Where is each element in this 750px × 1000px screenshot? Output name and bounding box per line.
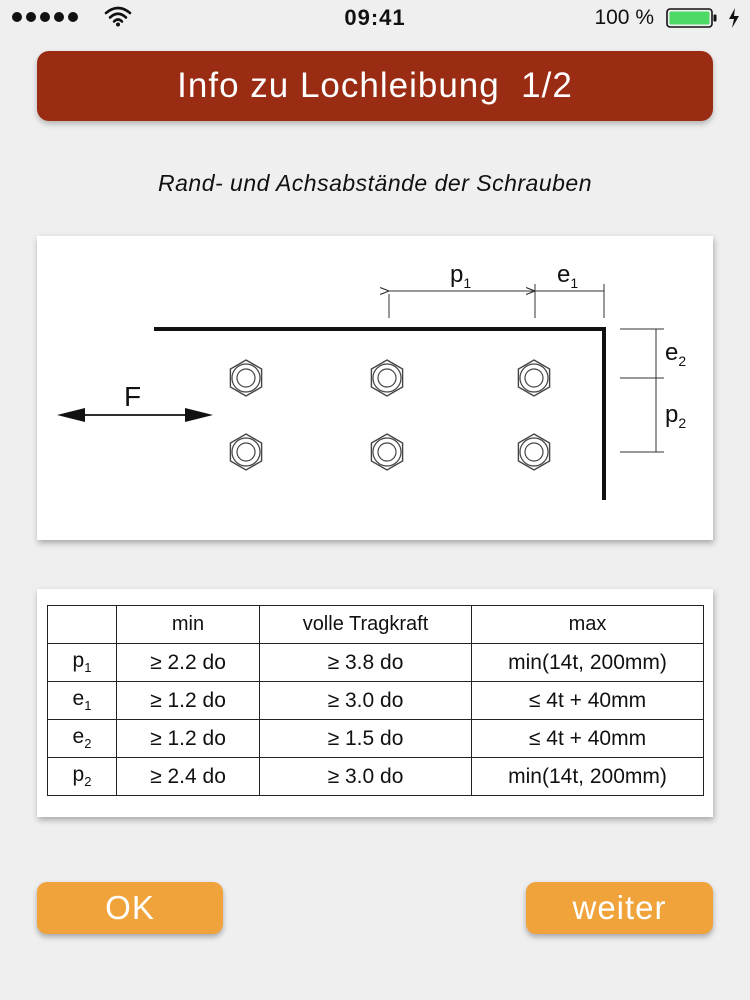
cell-volle: ≥ 3.0 do [260,682,472,720]
row-symbol: $e_1$ [48,682,117,720]
angle-profile [154,329,604,500]
cell-volle: ≥ 3.0 do [260,758,472,796]
status-bar [0,0,750,34]
table-header-cell: volle Tragkraft [260,606,472,644]
row-symbol: $p_1$ [48,644,117,682]
cell-max: ≤ 4t + 40mm [472,682,704,720]
e1-label: $e_1$ [557,261,579,291]
table-row [48,682,704,720]
charging-icon [727,7,741,29]
cell-volle: ≥ 3.8 do [260,644,472,682]
row-symbol: $p_2$ [48,758,117,796]
bolt [518,434,549,470]
bolt [371,360,402,396]
cell-min: ≥ 1.2 do [117,682,260,720]
cell-min: ≥ 2.2 do [117,644,260,682]
battery-percentage: 100 % [594,6,654,29]
bolt [230,434,261,470]
diagram-drawing [37,236,713,540]
force-label: F [124,381,142,412]
section-subtitle: Rand- und Achsabstände der Schrauben [158,170,592,196]
table-row [48,644,704,682]
bolt [230,360,261,396]
page-title: Info zu Lochleibung 1/2 [177,66,573,105]
p2-label: $p_2$ [665,401,687,431]
cell-max: min(14t, 200mm) [472,644,704,682]
ok-button[interactable]: OK [37,882,223,934]
battery-icon [666,8,718,28]
table-header-row [48,606,704,644]
table-header-cell [48,606,117,644]
cell-volle: ≥ 1.5 do [260,720,472,758]
spacing-table [47,605,704,796]
e2-label: $e_2$ [665,339,687,369]
bolt-spacing-diagram [37,236,713,540]
cell-min: ≥ 2.4 do [117,758,260,796]
table-header-cell: min [117,606,260,644]
cell-max: min(14t, 200mm) [472,758,704,796]
cell-max: ≤ 4t + 40mm [472,720,704,758]
table-row [48,720,704,758]
spacing-table-card [37,589,713,817]
table-row [48,758,704,796]
title-bar [37,51,713,121]
table-header-cell: max [472,606,704,644]
bolt [371,434,402,470]
bolt [518,360,549,396]
next-button[interactable]: weiter [526,882,713,934]
p1-label: $p_1$ [450,261,472,291]
row-symbol: $e_2$ [48,720,117,758]
clock: 09:41 [344,5,406,30]
cell-min: ≥ 1.2 do [117,720,260,758]
